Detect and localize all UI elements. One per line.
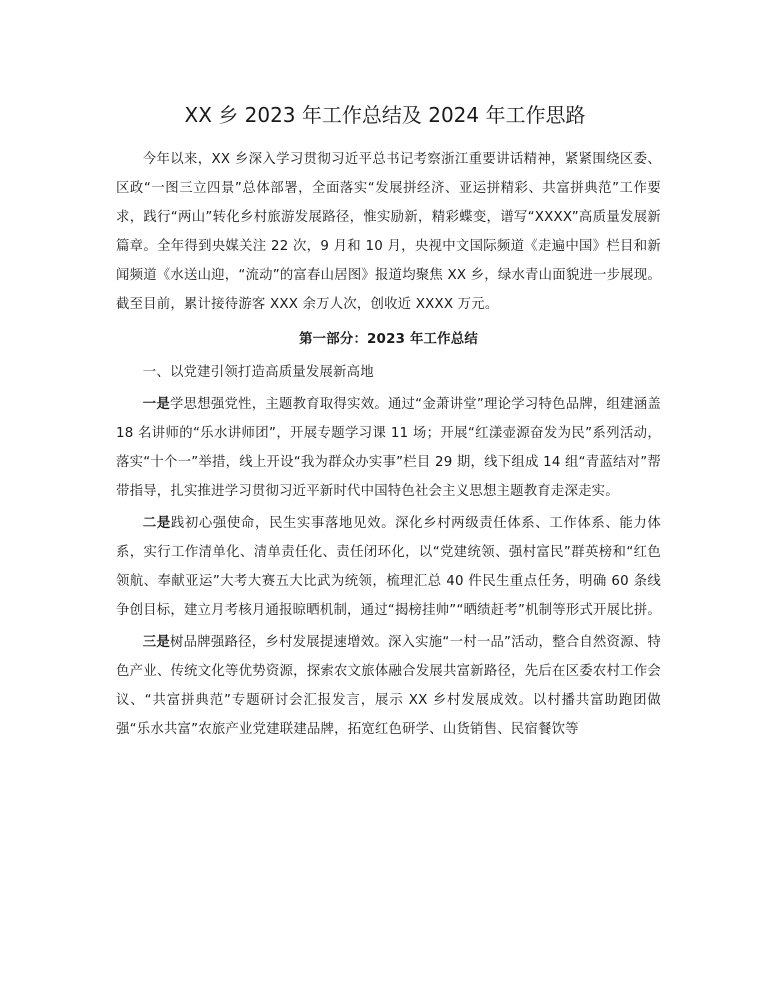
item-lead: 一是	[142, 397, 171, 412]
item-paragraph-3	[116, 628, 661, 744]
section-heading: 一、以党建引领打造高质量发展新高地	[142, 365, 374, 380]
intro-paragraph: 今年以来，XX 乡深入学习贯彻习近平总书记考察浙江重要讲话精神，紧紧围绕区委、区政“一图三立四景”总体部署，全面落实“发展拼经济、亚运拼精彩、共富拼典范”工作要求，践行“两山”转化乡村旅游发展路径，惟实励新，精彩蝶变，谱写“XXXX”高质量发展新篇章。全年得到央媒关注 22 次，9 月和 10 月，央视中文国际频道《走遍中国》栏目和新闻频道《水送山迎，“流动”的富春山居图》报道均聚焦 XX 乡，绿水青山面貌进一步展现。截至目前，累计接待游客 XXX 余万人次，创收近 XXXX 万元。	[116, 152, 661, 312]
item-lead: 二是	[142, 516, 171, 531]
document-title: XX 乡 2023 年工作总结及 2024 年工作思路	[184, 103, 586, 127]
item-text: 践初心强使命，民生实事落地见效。深化乡村两级责任体系、工作体系、能力体系，实行工作清单化、清单责任化、责任闭环化，以“党建统领、强村富民”群英榜和“红色领航、奉献亚运”大考大赛五大比武为统领，梳理汇总 40 件民生重点任务，明确 60 条线争创目标，建立月考核月通报晾晒机制，通过“揭榜挂帅”“晒绩赶考”机制等形式开展比拼。	[116, 516, 662, 618]
part-heading: 第一部分：2023 年工作总结	[299, 332, 478, 347]
item-lead: 三是	[142, 635, 171, 650]
item-paragraph-2	[116, 509, 661, 625]
item-text: 树品牌强路径，乡村发展提速增效。深入实施“一村一品”活动，整合自然资源、特色产业、传统文化等优势资源，探索农文旅体融合发展共富新路径，先后在区委农村工作会议、“共富拼典范”专题研讨会汇报发言，展示 XX 乡村发展成效。以村播共富助跑团做强“乐水共富”农旅产业党建联建品牌，拓宽红色研学、山货销售、民宿餐饮等	[116, 635, 661, 737]
item-text: 学思想强党性，主题教育取得实效。通过“金萧讲堂”理论学习特色品牌，组建涵盖 18 名讲师的“乐水讲师团”，开展专题学习课 11 场；开展“红漾壶源奋发为民”系列活动，落实“十个一”举措，线上开设“我为群众办实事”栏目 29 期，线下组成 14 组“青蓝结对”帮带指导，扎实推进学习贯彻习近平新时代中国特色社会主义思想主题教育走深走实。	[116, 397, 661, 499]
document-body	[116, 145, 661, 744]
item-paragraph-1	[116, 390, 661, 506]
